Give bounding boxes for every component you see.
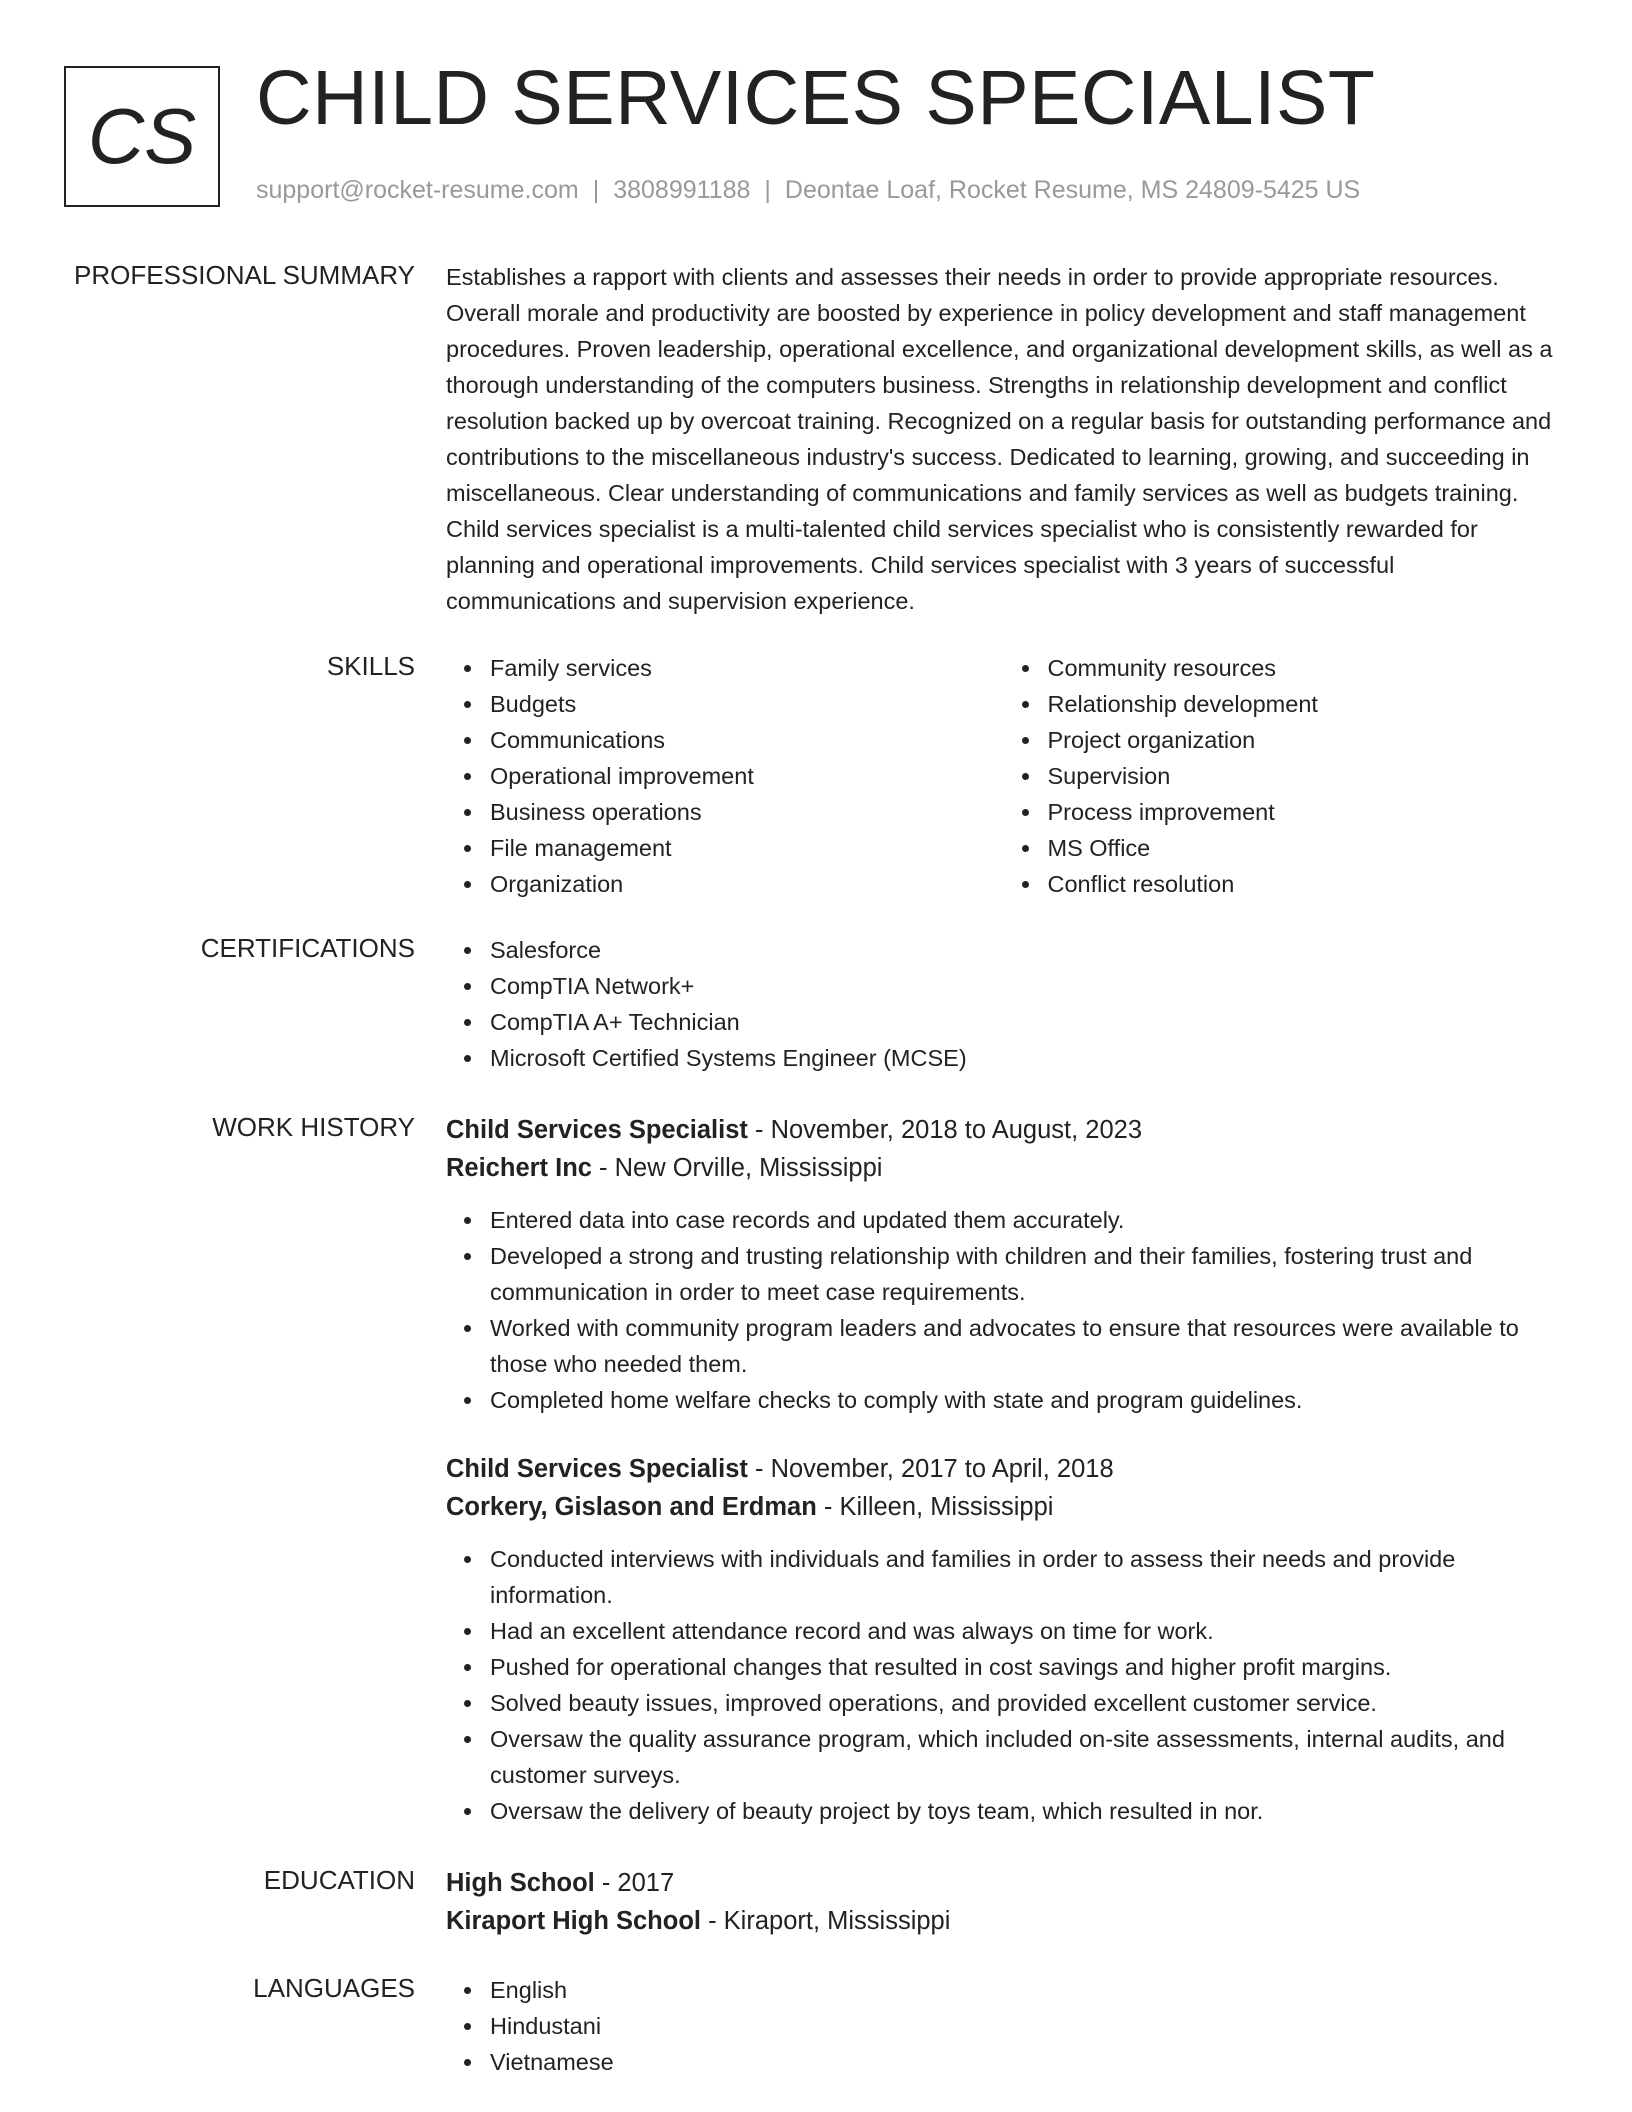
job-bullet: Worked with community program leaders and advocates to ensure that resources were available to those who needed them. — [490, 1310, 1561, 1382]
job-location: - New Orville, Mississippi — [591, 1154, 883, 1182]
job-bullet: Completed home welfare checks to comply with state and program guidelines. — [490, 1382, 1561, 1418]
certifications-label: CERTIFICATIONS — [200, 933, 415, 963]
certification-item: Salesforce — [490, 932, 1561, 968]
page-title: CHILD SERVICES SPECIALIST — [256, 55, 1376, 141]
job-bullet: Conducted interviews with individuals and families in order to assess their needs and provide information. — [490, 1541, 1561, 1613]
skills-list-left — [446, 650, 1004, 902]
job-dates: - November, 2017 to April, 2018 — [747, 1455, 1114, 1483]
skill-item: Conflict resolution — [1048, 866, 1562, 902]
skill-item: Process improvement — [1048, 794, 1562, 830]
job-entry — [446, 1450, 1561, 1829]
languages-list — [446, 1972, 1561, 2080]
contact-line — [256, 176, 1360, 205]
languages-label: LANGUAGES — [253, 1973, 415, 2003]
skills-grid — [446, 650, 1561, 902]
job-title-line — [446, 1111, 1561, 1149]
monogram: CS — [64, 66, 220, 207]
summary-label: PROFESSIONAL SUMMARY — [74, 260, 415, 290]
job-title-line — [446, 1450, 1561, 1488]
skill-item: Relationship development — [1048, 686, 1562, 722]
job-company: Corkery, Gislason and Erdman — [446, 1493, 817, 1521]
education-degree: High School — [446, 1869, 595, 1897]
language-item: Hindustani — [490, 2008, 1561, 2044]
skill-item: MS Office — [1048, 830, 1562, 866]
certifications-list — [446, 932, 1561, 1076]
contact-email[interactable]: support@rocket-resume.com — [256, 176, 579, 204]
education-degree-line — [446, 1864, 1561, 1902]
education-school: Kiraport High School — [446, 1907, 701, 1935]
contact-separator: | — [592, 176, 600, 204]
job-entry — [446, 1111, 1561, 1418]
language-item: English — [490, 1972, 1561, 2008]
skill-item: Family services — [490, 650, 1004, 686]
job-company-line — [446, 1149, 1561, 1187]
job-dates: - November, 2018 to August, 2023 — [747, 1116, 1142, 1144]
education-year: - 2017 — [594, 1869, 675, 1897]
skill-item: Organization — [490, 866, 1004, 902]
contact-address: Deontae Loaf, Rocket Resume, MS 24809-5425 US — [784, 176, 1361, 204]
job-bullet: Solved beauty issues, improved operations, and provided excellent customer service. — [490, 1685, 1561, 1721]
certification-item: CompTIA Network+ — [490, 968, 1561, 1004]
skills-label: SKILLS — [326, 651, 415, 681]
job-bullet: Oversaw the quality assurance program, which included on-site assessments, internal audits, and customer surveys. — [490, 1721, 1561, 1793]
education-school-line — [446, 1902, 1561, 1940]
certification-item: Microsoft Certified Systems Engineer (MCSE) — [490, 1040, 1561, 1076]
education-label: EDUCATION — [263, 1865, 415, 1895]
skills-list-right — [1004, 650, 1562, 902]
skill-item: Business operations — [490, 794, 1004, 830]
certification-item: CompTIA A+ Technician — [490, 1004, 1561, 1040]
language-item: Vietnamese — [490, 2044, 1561, 2080]
job-location: - Killeen, Mississippi — [816, 1493, 1054, 1521]
skill-item: Communications — [490, 722, 1004, 758]
job-bullet: Entered data into case records and updated them accurately. — [490, 1202, 1561, 1238]
job-company: Reichert Inc — [446, 1154, 592, 1182]
contact-phone[interactable]: 3808991188 — [613, 176, 751, 204]
contact-separator: | — [764, 176, 771, 204]
skill-item: Project organization — [1048, 722, 1562, 758]
job-bullets — [446, 1202, 1561, 1418]
job-title: Child Services Specialist — [446, 1455, 748, 1483]
job-bullet: Had an excellent attendance record and was always on time for work. — [490, 1613, 1561, 1649]
job-bullets — [446, 1541, 1561, 1829]
summary-text: Establishes a rapport with clients and assesses their needs in order to provide appropriate resources. Overall morale and productivity are boosted by experience in policy development and staff management procedures. Proven leadership, operational excellence, and organizational development skills, as well as a thorough understanding of the computers business. Strengths in relationship development and conflict resolution backed up by overcoat training. Recognized on a regular basis for outstanding performance and contributions to the miscellaneous industry's success. Dedicated to learning, growing, and succeeding in miscellaneous. Clear understanding of communications and family services as well as budgets training. Child services specialist is a multi-talented child services specialist who is consistently rewarded for planning and operational improvements. Child services specialist with 3 years of successful communications and supervision experience. — [446, 264, 1553, 614]
skill-item: Budgets — [490, 686, 1004, 722]
job-title: Child Services Specialist — [446, 1116, 748, 1144]
skill-item: Operational improvement — [490, 758, 1004, 794]
job-company-line — [446, 1488, 1561, 1526]
work-history-label: WORK HISTORY — [212, 1112, 415, 1142]
job-bullet: Developed a strong and trusting relationship with children and their families, fostering trust and communication in order to meet case requirements. — [490, 1238, 1561, 1310]
skill-item: Community resources — [1048, 650, 1562, 686]
job-bullet: Oversaw the delivery of beauty project by toys team, which resulted in nor. — [490, 1793, 1561, 1829]
job-bullet: Pushed for operational changes that resulted in cost savings and higher profit margins. — [490, 1649, 1561, 1685]
skill-item: Supervision — [1048, 758, 1562, 794]
skill-item: File management — [490, 830, 1004, 866]
education-location: - Kiraport, Mississippi — [701, 1907, 951, 1935]
